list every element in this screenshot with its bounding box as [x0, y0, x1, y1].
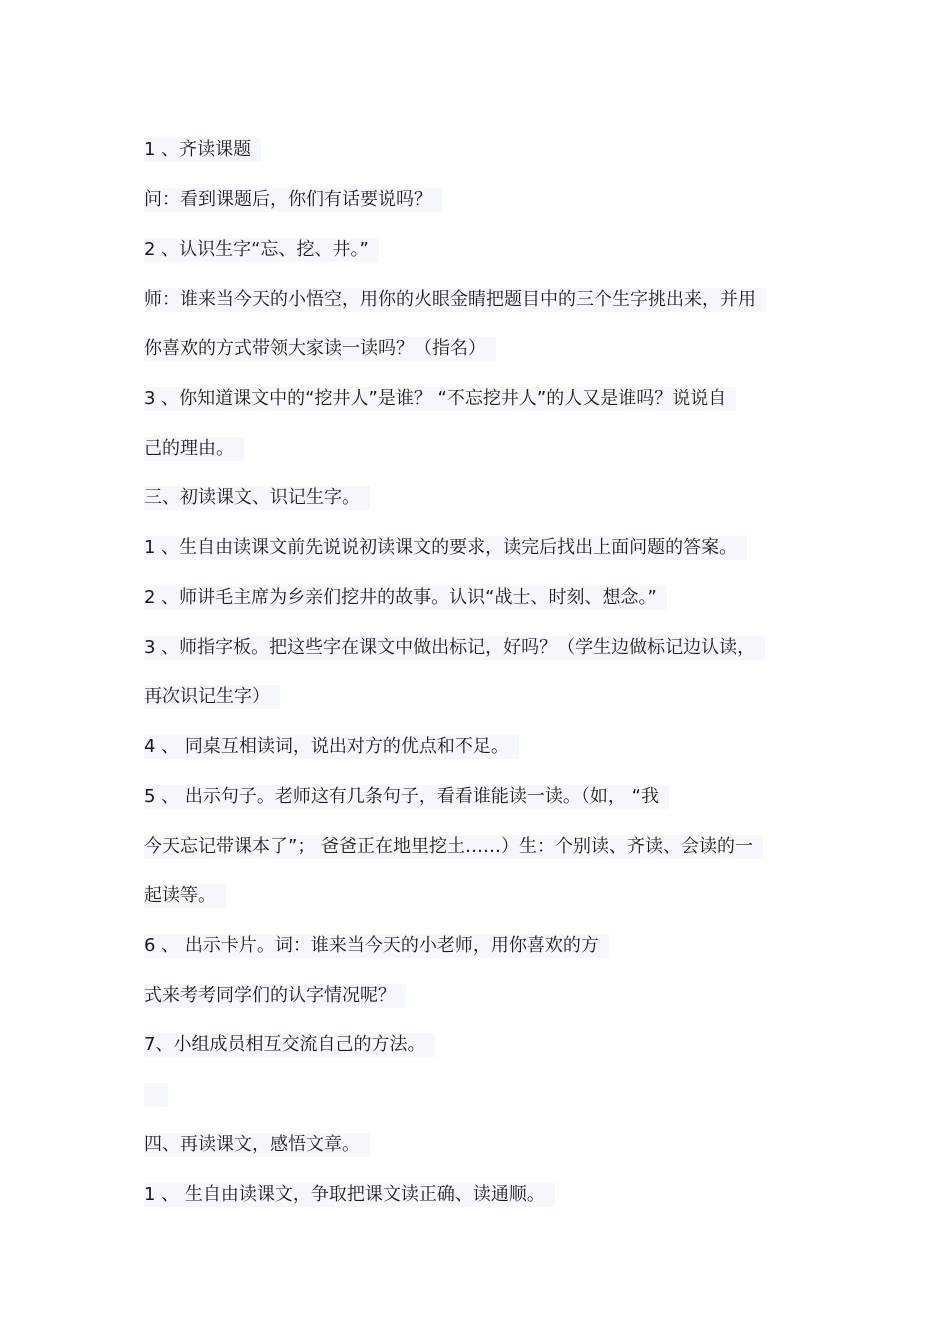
text-line: 2 、师讲毛主席为乡亲们挖井的故事。认识“战士、时刻、想念。” — [144, 586, 667, 610]
text-line: 起读等。 — [144, 884, 226, 908]
text-line: 再次识记生字） — [144, 685, 280, 709]
text-line: 问：看到课题后，你们有话要说吗？ — [144, 188, 442, 212]
text-line: 6 、 出示卡片。词：谁来当今天的小老师，用你喜欢的方 — [144, 934, 609, 958]
text-line: 师：谁来当今天的小悟空，用你的火眼金睛把题目中的三个生字挑出来，并用 — [144, 288, 766, 312]
text-line: 你喜欢的方式带领大家读一读吗？（指名） — [144, 337, 496, 361]
text-line: 1 、 生自由读课文，争取把课文读正确、读通顺。 — [144, 1183, 555, 1207]
text-line: 4 、 同桌互相读词，说出对方的优点和不足。 — [144, 735, 519, 759]
blank-line — [144, 1083, 168, 1107]
text-line: 5 、 出示句子。老师这有几条句子，看看谁能读一读。（如， “我 — [144, 785, 669, 809]
text-line: 7、小组成员相互交流自己的方法。 — [144, 1033, 435, 1057]
section-heading: 三、初读课文、识记生字。 — [144, 486, 370, 510]
text-line: 2 、认识生字“忘、挖、井。” — [144, 238, 379, 262]
text-line: 3 、你知道课文中的“挖井人”是谁？ “不忘挖井人”的人又是谁吗？说说自 — [144, 387, 736, 411]
text-line: 1 、齐读课题 — [144, 138, 261, 162]
text-line: 1 、生自由读课文前先说说初读课文的要求，读完后找出上面问题的答案。 — [144, 536, 747, 560]
section-heading: 四、再读课文，感悟文章。 — [144, 1133, 370, 1157]
text-line: 3 、师指字板。把这些字在课文中做出标记，好吗？（学生边做标记边认读， — [144, 636, 765, 660]
text-line: 己的理由。 — [144, 437, 244, 461]
text-line: 式来考考同学们的认字情况呢？ — [144, 984, 406, 1008]
text-line: 今天忘记带课本了”； 爸爸正在地里挖土……）生：个别读、齐读、会读的一 — [144, 835, 763, 859]
